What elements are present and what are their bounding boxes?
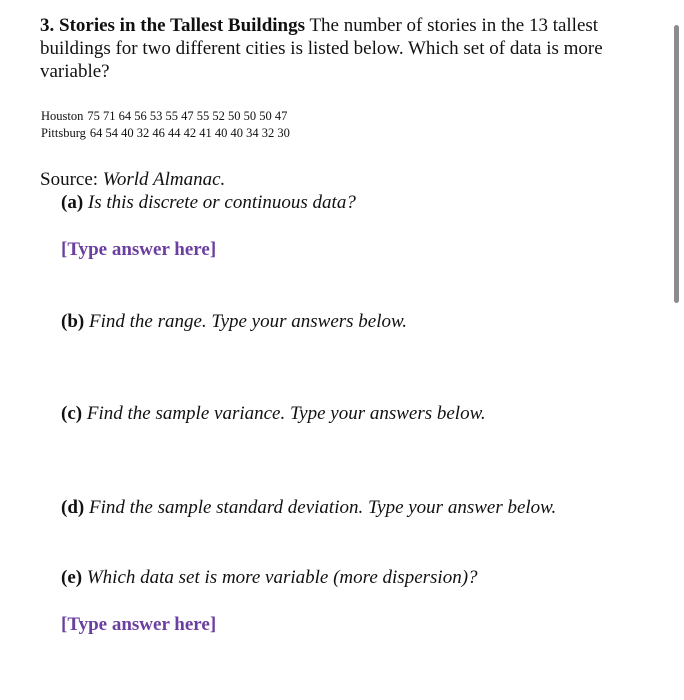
city-values: 64 54 40 32 46 44 42 41 40 40 34 32 30 [89,126,290,140]
city-name: Pittsburg [41,126,86,140]
city-name: Houston [41,109,84,123]
problem-number: 3. [40,15,55,36]
question-letter: (b) [61,311,85,332]
source-label: Source: [40,169,99,190]
question-prompt: Find the sample variance. Type your answers below. [86,403,486,424]
city-values: 75 71 64 56 53 55 47 55 52 50 50 50 47 [87,109,288,123]
question-e [61,566,478,589]
question-prompt: Find the sample standard deviation. Type your answer below. [88,497,557,518]
data-row-houston [41,108,290,125]
question-letter: (c) [61,403,83,424]
question-prompt: Is this discrete or continuous data? [87,192,356,213]
question-letter: (e) [61,567,83,588]
data-row-pittsburg [41,125,290,142]
source-name: World Almanac. [102,169,226,190]
data-table [41,108,290,142]
problem-text: The number of stories in the 13 tallest buildings for two different cities is listed below. Which set of data is more variable? [40,15,603,82]
vertical-scrollbar[interactable] [674,25,679,303]
question-d [61,496,556,519]
question-prompt: Which data set is more variable (more dispersion)? [86,567,478,588]
problem-title: Stories in the Tallest Buildings [59,15,306,36]
question-letter: (d) [61,497,85,518]
question-a [61,191,356,214]
question-b [61,310,407,333]
source-line [40,168,225,191]
answer-field-e[interactable]: [Type answer here] [61,614,217,635]
question-prompt: Find the range. Type your answers below. [88,311,408,332]
problem-statement [40,14,650,83]
question-c [61,402,486,425]
answer-field-a[interactable]: [Type answer here] [61,239,217,260]
question-letter: (a) [61,192,84,213]
